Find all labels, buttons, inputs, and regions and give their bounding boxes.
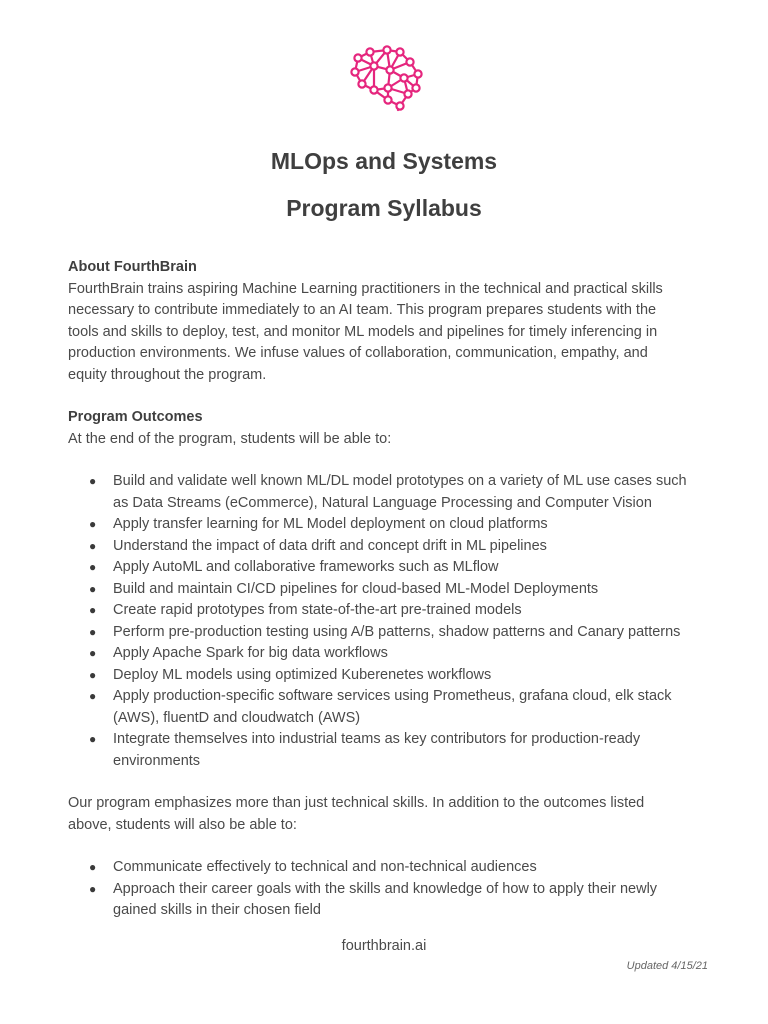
- bullet-icon: ●: [89, 881, 97, 896]
- bullet-icon: ●: [89, 474, 97, 488]
- bullet-icon: ●: [89, 581, 97, 596]
- outcomes-list: [68, 471, 708, 772]
- list-item: ● Communicate effectively to technical and non-technical audiences: [68, 857, 708, 879]
- about-line: tools and skills to deploy, test, and monitor ML models and pipelines for timely inferencing in: [68, 323, 658, 340]
- list-item: ● Approach their career goals with the skills and knowledge of how to apply their newly gained skills in their chosen field: [89, 880, 658, 918]
- bullet-icon: ●: [89, 603, 97, 617]
- about-line: necessary to contribute immediately to an AI team. This program prepares students with the: [68, 302, 657, 318]
- brain-network-icon: [350, 44, 424, 116]
- outcomes-intro: At the end of the program, students will be able to:: [68, 430, 392, 447]
- list-item: ● Perform pre-production testing using A/B patterns, shadow patterns and Canary patterns: [68, 622, 708, 644]
- about-heading: About FourthBrain: [68, 259, 197, 275]
- list-item: ● Apply transfer learning for ML Model deployment on cloud platforms: [68, 514, 708, 536]
- bullet-icon: ●: [89, 624, 97, 639]
- emphasis-line: above, students will also be able to:: [68, 816, 297, 833]
- bullet-icon: ●: [89, 689, 97, 703]
- list-item: ● Apply production-specific software services using Prometheus, grafana cloud, elk stack (AWS), fluentD and cloudwatch (AWS): [89, 688, 672, 726]
- about-line: equity throughout the program.: [68, 366, 267, 383]
- bullet-icon: ●: [89, 860, 97, 874]
- emphasis-line: Our program emphasizes more than just technical skills. In addition to the outcomes listed: [68, 795, 645, 811]
- list-item: ● Build and validate well known ML/DL model prototypes on a variety of ML use cases such as Data Streams (eCommerce), Natural Language Processing and Computer Vision: [89, 473, 687, 511]
- list-item: ● Understand the impact of data drift and concept drift in ML pipelines: [68, 536, 708, 558]
- outcomes-heading: Program Outcomes: [68, 409, 203, 425]
- bullet-icon: ●: [89, 646, 97, 660]
- syllabus-body: [68, 257, 708, 922]
- list-item: ● Integrate themselves into industrial teams as key contributors for production-ready environments: [89, 731, 641, 769]
- about-line: FourthBrain trains aspiring Machine Learning practitioners in the technical and practical skills: [68, 280, 663, 297]
- updated-date: Updated 4/15/21: [626, 960, 708, 972]
- bullet-icon: ●: [89, 517, 97, 531]
- emphasis-paragraph: [68, 793, 708, 836]
- bullet-icon: ●: [89, 538, 97, 553]
- bullet-icon: ●: [89, 667, 97, 682]
- bullet-icon: ●: [89, 560, 97, 574]
- about-line: production environments. We infuse values of collaboration, communication, empathy, and: [68, 345, 648, 361]
- bullet-icon: ●: [89, 732, 97, 746]
- list-item: ● Create rapid prototypes from state-of-the-art pre-trained models: [68, 600, 708, 622]
- list-item: ● Build and maintain CI/CD pipelines for cloud-based ML-Model Deployments: [68, 579, 708, 601]
- list-item: ● Apply Apache Spark for big data workflows: [68, 643, 708, 665]
- list-item: ● Deploy ML models using optimized Kuberenetes workflows: [68, 665, 708, 687]
- page-title: MLOps and Systems: [270, 148, 498, 174]
- footer-link[interactable]: fourthbrain.ai: [341, 938, 427, 954]
- list-item: ● Apply AutoML and collaborative frameworks such as MLflow: [68, 557, 708, 579]
- page-subtitle: Program Syllabus: [286, 195, 482, 221]
- soft-skills-list: [68, 857, 708, 922]
- about-paragraph: [68, 279, 708, 387]
